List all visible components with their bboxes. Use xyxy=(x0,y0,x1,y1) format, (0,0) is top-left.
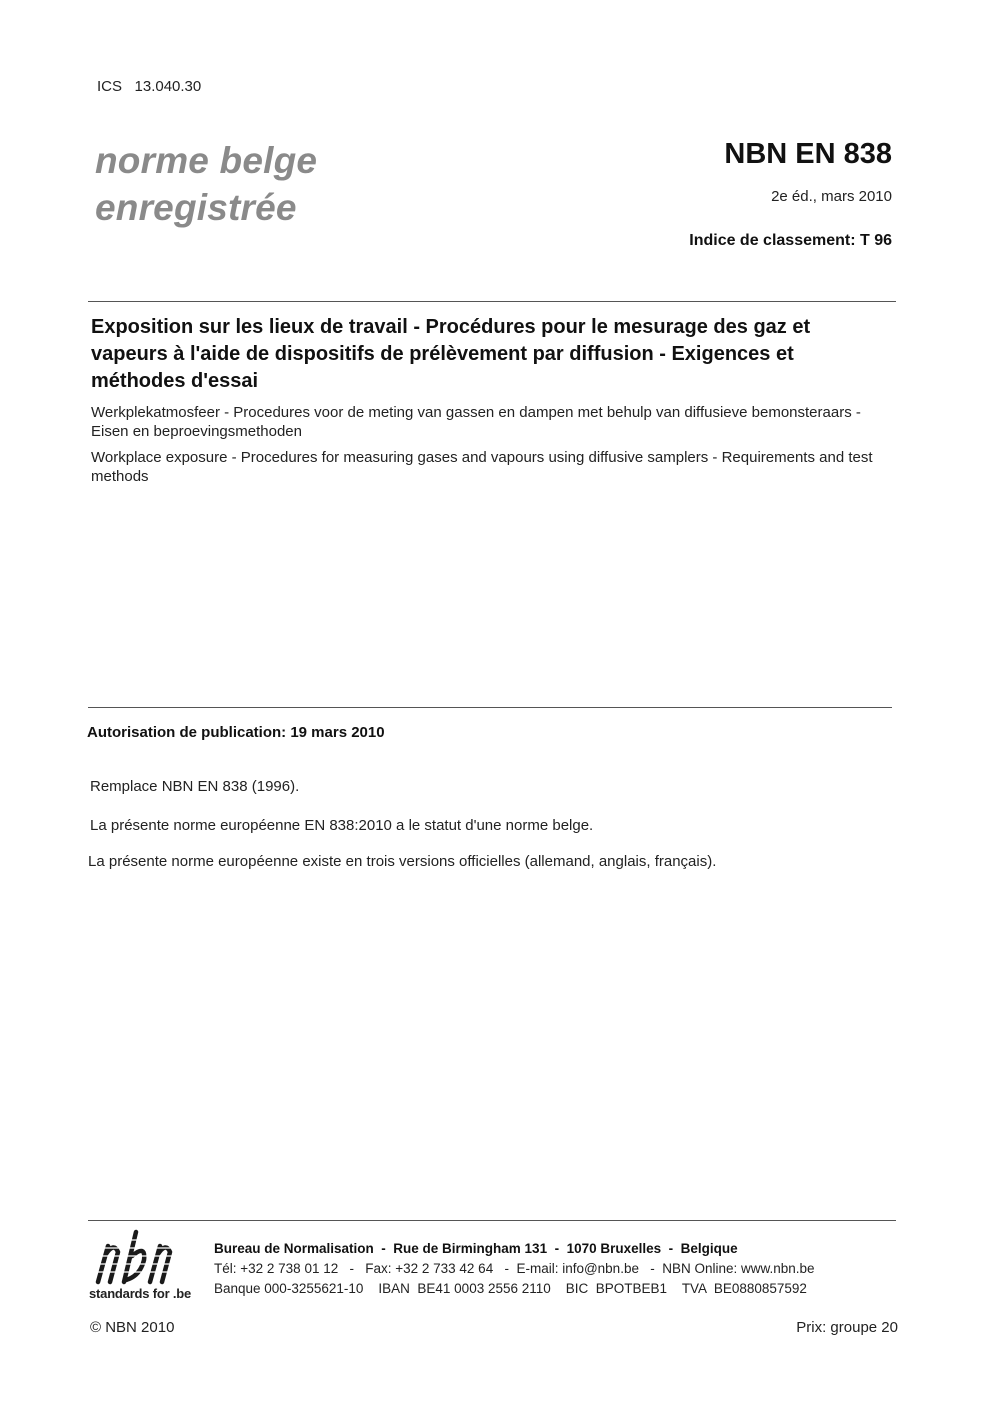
price-group: Prix: groupe 20 xyxy=(796,1319,898,1336)
address-line-1: Bureau de Normalisation - Rue de Birmingham 131 - 1070 Bruxelles - Belgique xyxy=(214,1241,738,1256)
classification-index: Indice de classement: T 96 xyxy=(689,232,892,249)
title-french: Exposition sur les lieux de travail - Procédures pour le mesurage des gaz et vapeurs à l'aide de dispositifs de prélèvement par diffusion - Exigences et méthodes d'essai xyxy=(91,316,811,392)
title-english: Workplace exposure - Procedures for measuring gases and vapours using diffusive samplers - Requirements and test methods xyxy=(91,449,873,485)
publication-authorisation: Autorisation de publication: 19 mars 2010 xyxy=(87,724,385,741)
divider-middle xyxy=(88,707,892,708)
note-replaces: Remplace NBN EN 838 (1996). xyxy=(90,778,300,795)
address-line-3: Banque 000-3255621-10 IBAN BE41 0003 2556 2110 BIC BPOTBEB1 TVA BE0880857592 xyxy=(214,1281,807,1296)
copyright: © NBN 2010 xyxy=(90,1319,175,1336)
divider-footer xyxy=(88,1220,896,1221)
logo-letters: nbn xyxy=(288,1296,290,1297)
standard-number: NBN EN 838 xyxy=(724,138,892,170)
brand-title-line-1: norme belge xyxy=(95,140,318,181)
title-dutch: Werkplekatmosfeer - Procedures voor de meting van gassen en dampen met behulp van diffusieve bemonsteraars - Eisen en beproevingsmethoden xyxy=(91,404,861,440)
note-versions: La présente norme européenne existe en trois versions officielles (allemand, anglais, français). xyxy=(88,853,717,870)
ics-code: ICS 13.040.30 xyxy=(97,78,202,95)
logo-tagline: standards for .be xyxy=(89,1286,192,1301)
brand-title-line-2: enregistrée xyxy=(95,187,297,228)
note-status: La présente norme européenne EN 838:2010 a le statut d'une norme belge. xyxy=(90,817,594,834)
edition-date: 2e éd., mars 2010 xyxy=(771,188,892,205)
address-line-2: Tél: +32 2 738 01 12 - Fax: +32 2 733 42 64 - E-mail: info@nbn.be - NBN Online: www.nbn.be xyxy=(214,1261,815,1276)
divider-top xyxy=(88,301,896,302)
